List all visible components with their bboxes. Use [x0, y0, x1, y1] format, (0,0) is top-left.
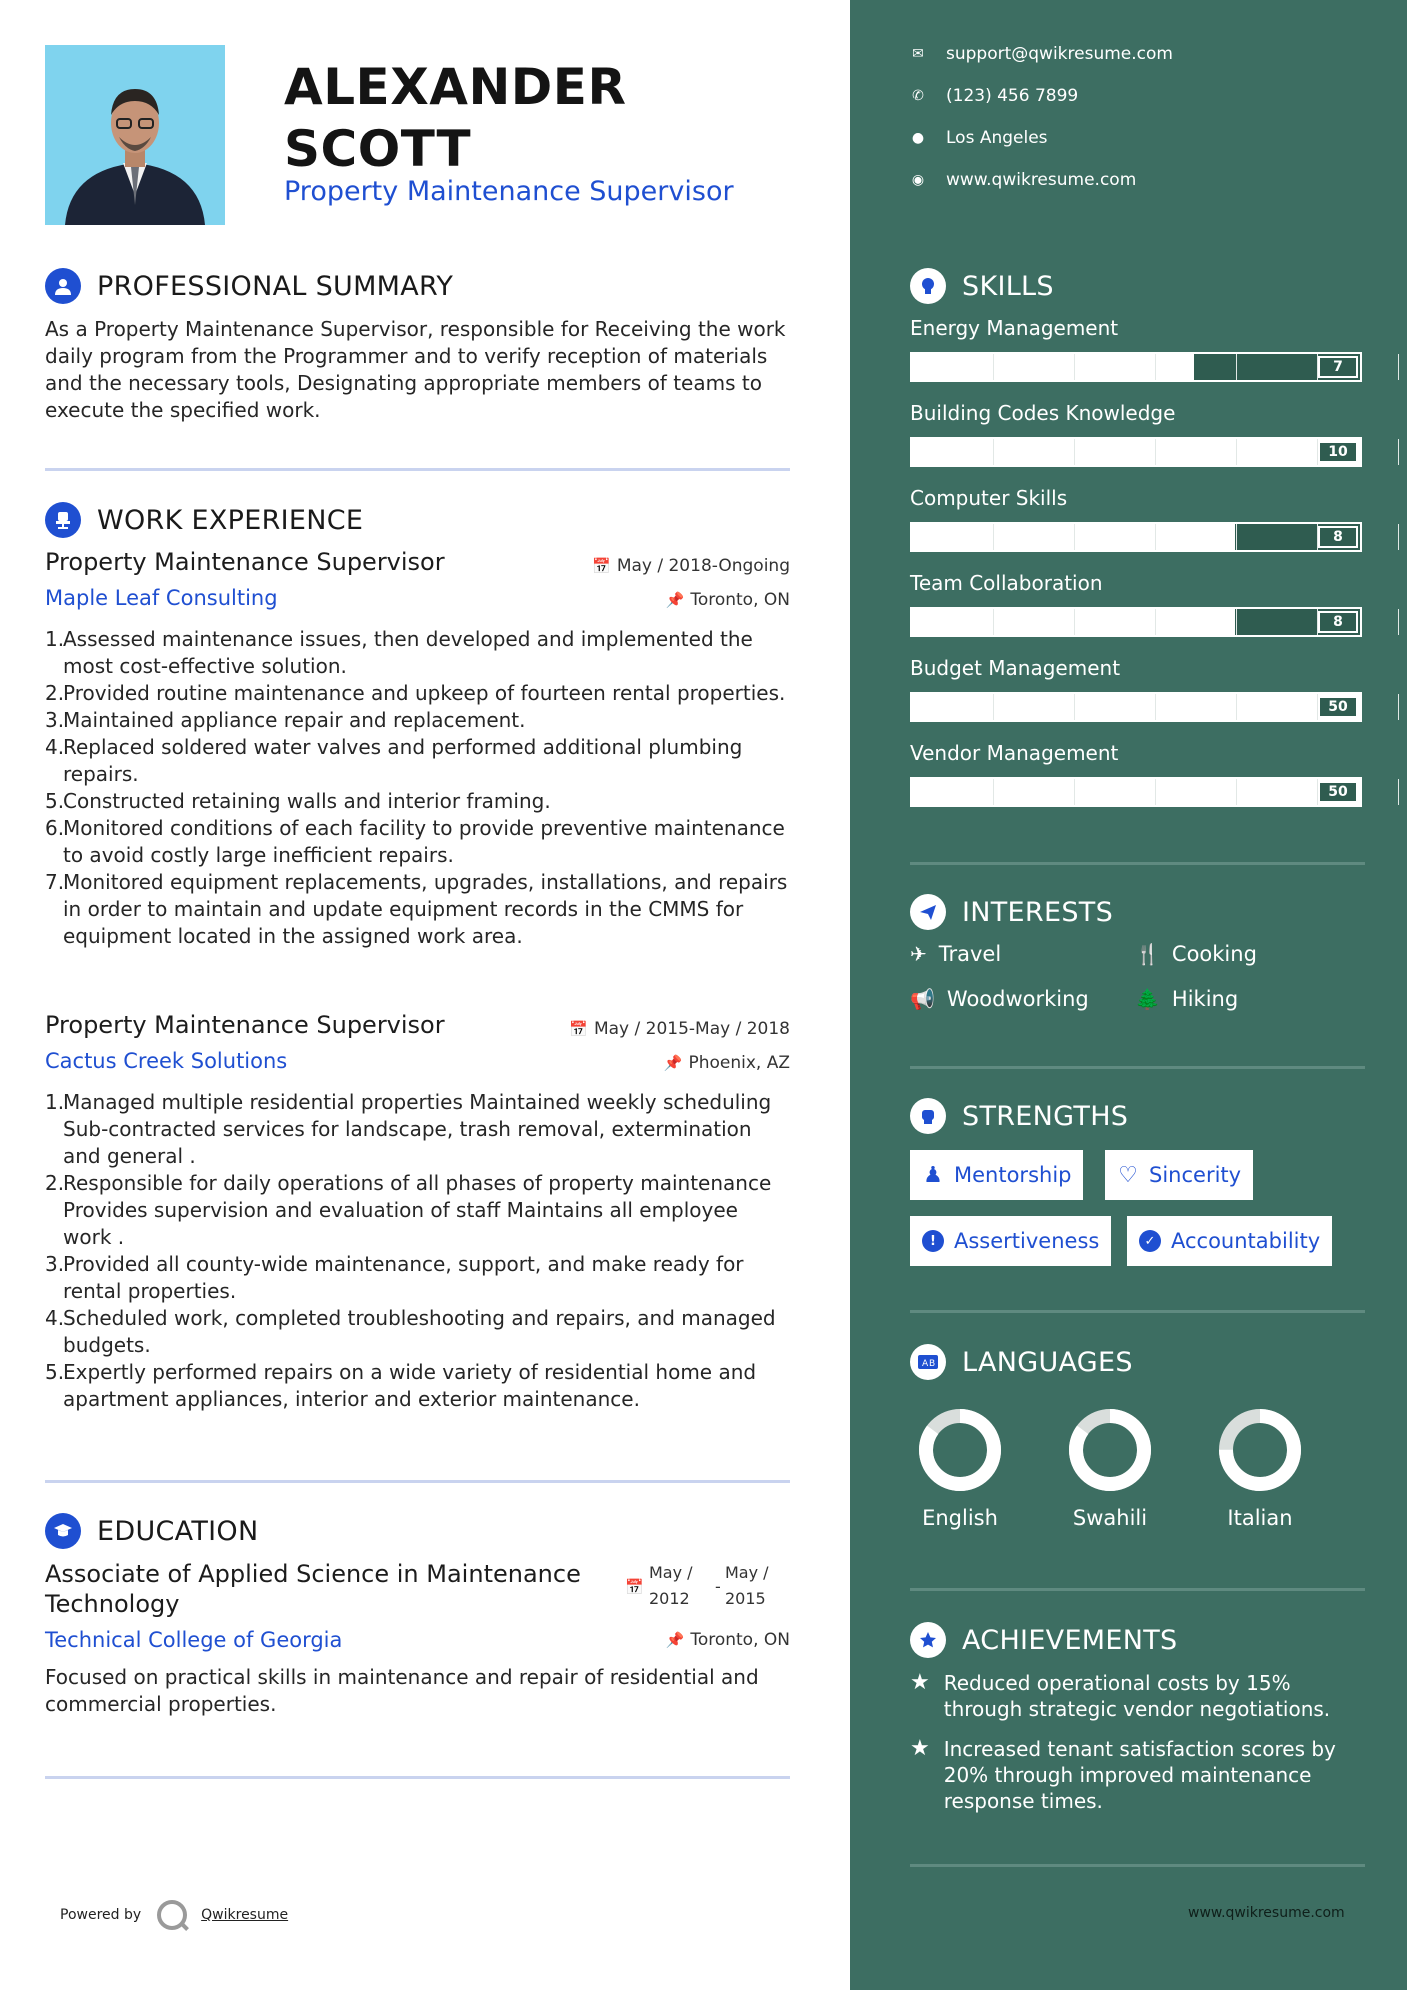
contact-email[interactable]: [910, 44, 1173, 64]
date-separator: -: [715, 1577, 721, 1596]
duty-item: Scheduled work, completed troubleshooting and repairs, and managed budgets.: [63, 1306, 776, 1357]
user-plus-icon: ♟: [923, 1162, 943, 1188]
profile-photo: [45, 45, 225, 225]
summary-text: As a Property Maintenance Supervisor, responsible for Receiving the work daily program from the Programmer and to verify reception of materials and the necessary tools, Designating appropriate members of teams to execute the specified work.: [45, 317, 786, 422]
job-date-text: May / 2018-Ongoing: [616, 556, 790, 576]
interest-cooking: [1135, 942, 1257, 966]
skill-bar-segment: [1236, 524, 1237, 550]
duty-list: [45, 626, 790, 950]
interest-woodworking: [910, 987, 1089, 1011]
heart-icon: ♡: [1118, 1162, 1138, 1188]
school-location-text: Toronto, ON: [690, 1630, 790, 1650]
summary-heading: [45, 268, 453, 304]
skill-label: Energy Management: [910, 316, 1119, 340]
school-name: Technical College of Georgia: [45, 1628, 343, 1652]
graduation-cap-icon: [45, 1513, 81, 1549]
name-line-1: ALEXANDER: [284, 58, 627, 116]
interests-title: INTERESTS: [962, 896, 1114, 928]
job-date: [569, 1019, 790, 1039]
calendar-icon: 📅: [592, 557, 611, 575]
skill-label: Computer Skills: [910, 486, 1068, 510]
pin-icon: 📌: [665, 1631, 685, 1649]
job-title: Property Maintenance Supervisor: [45, 1011, 445, 1039]
star-badge-icon: [910, 1622, 946, 1658]
qwikresume-logo-icon: [157, 1900, 187, 1930]
svg-text:A: A: [922, 1359, 929, 1369]
achievements-title: ACHIEVEMENTS: [962, 1624, 1178, 1656]
skill-bar-segment: [1155, 439, 1156, 465]
skill-value: 7: [1318, 356, 1358, 378]
company-name: Cactus Creek Solutions: [45, 1049, 288, 1073]
lightbulb-icon: [910, 268, 946, 304]
skill-bar-segment: [1074, 779, 1075, 805]
skill-label: Team Collaboration: [910, 571, 1103, 595]
skill-label: Building Codes Knowledge: [910, 401, 1176, 425]
skill-bar-segment: [993, 354, 994, 380]
tree-icon: 🌲: [1135, 987, 1160, 1011]
skill-bar-segment: [1236, 439, 1237, 465]
skill-bar-segment: [1236, 354, 1237, 380]
skill-bar-segment: [1236, 694, 1237, 720]
sidebar: [850, 0, 1407, 1990]
strength-label: Accountability: [1171, 1229, 1321, 1253]
strength-assertiveness: [910, 1216, 1111, 1266]
contact-website[interactable]: [910, 170, 1136, 190]
skills-heading: [910, 268, 1054, 304]
phone-icon: ✆: [912, 88, 924, 104]
duty-item: Responsible for daily operations of all phases of property maintenance Provides supervision and evaluation of staff Maintains all employee work .: [63, 1171, 772, 1249]
duty-item: Assessed maintenance issues, then developed and implemented the most cost-effective solution.: [63, 627, 753, 678]
skill-bar-segment: [1236, 779, 1237, 805]
strengths-heading: [910, 1098, 1128, 1134]
language-label: Italian: [1227, 1506, 1293, 1530]
strength-mentorship: [910, 1150, 1083, 1200]
exclamation-icon: !: [922, 1230, 944, 1252]
candidate-name: [284, 56, 626, 180]
language-label: English: [922, 1506, 998, 1530]
qwikresume-link[interactable]: Qwikresume: [201, 1907, 289, 1923]
language-donut: [918, 1408, 1002, 1492]
interest-label: Hiking: [1171, 987, 1239, 1011]
candidate-title: Property Maintenance Supervisor: [284, 176, 734, 207]
check-circle-icon: ✓: [1139, 1230, 1161, 1252]
job-location: [664, 1053, 790, 1073]
contact-website-text: www.qwikresume.com: [946, 170, 1137, 190]
duty-item: Provided all county-wide maintenance, support, and make ready for rental properties.: [63, 1252, 744, 1303]
achievement-text: Increased tenant satisfaction scores by 20% through improved maintenance response times.: [943, 1737, 1336, 1813]
skill-value: 8: [1318, 526, 1358, 548]
skill-bar: [910, 607, 1362, 637]
contact-email-text: support@qwikresume.com: [946, 44, 1173, 64]
achievement-text: Reduced operational costs by 15% through strategic vendor negotiations.: [943, 1671, 1331, 1721]
achievement-item: [910, 1736, 1370, 1814]
job-location-text: Toronto, ON: [690, 590, 790, 610]
skill-bar-fill: [912, 694, 1360, 720]
skill-bar-segment: [1155, 779, 1156, 805]
skill-bar: [910, 522, 1362, 552]
duty-item: Monitored equipment replacements, upgrades, installations, and repairs in order to maintain and update equipment records in the CMMS for equipment located in the assigned work area.: [63, 870, 788, 948]
section-divider: [45, 468, 790, 471]
skill-bar-segment: [1074, 694, 1075, 720]
skill-bar: [910, 777, 1362, 807]
powered-by: [60, 1900, 288, 1930]
duty-list: [45, 1089, 790, 1413]
chair-icon: [45, 502, 81, 538]
duty-item: Constructed retaining walls and interior framing.: [63, 789, 551, 813]
svg-text:B: B: [929, 1359, 936, 1369]
duty-item: Expertly performed repairs on a wide variety of residential home and apartment appliances, interior and exterior maintenance.: [63, 1360, 757, 1411]
skill-value: 50: [1318, 781, 1358, 803]
map-marker-icon: ●: [911, 130, 925, 146]
skill-label: Vendor Management: [910, 741, 1119, 765]
end-year: 2015: [725, 1589, 766, 1608]
summary-title: PROFESSIONAL SUMMARY: [97, 270, 454, 302]
skill-bar-segment: [1074, 354, 1075, 380]
translate-icon: [910, 1344, 946, 1380]
languages-heading: [910, 1344, 1133, 1380]
section-divider: [45, 1776, 790, 1779]
globe-icon: ◉: [911, 172, 925, 188]
pin-icon: 📌: [665, 591, 685, 609]
section-divider: [910, 1066, 1365, 1069]
skill-bar: [910, 437, 1362, 467]
skill-bar-segment: [1155, 524, 1156, 550]
language-donut: [1218, 1408, 1302, 1492]
skill-value: 10: [1318, 441, 1358, 463]
duty-item: Managed multiple residential properties Maintained weekly scheduling Sub-contracted services for landscape, trash removal, extermination and general .: [63, 1090, 772, 1168]
achievements-heading: [910, 1622, 1178, 1658]
pin-icon: 📌: [663, 1054, 683, 1072]
school-location: [666, 1630, 790, 1650]
skills-title: SKILLS: [962, 270, 1054, 302]
contact-location: [910, 128, 1048, 148]
job-date: [592, 556, 790, 576]
skill-bar-segment: [1074, 609, 1075, 635]
strength-accountability: [1127, 1216, 1332, 1266]
footer-website[interactable]: www.qwikresume.com: [1188, 1905, 1345, 1921]
interest-label: Cooking: [1171, 942, 1257, 966]
skill-bar-segment: [993, 694, 994, 720]
strength-label: Mentorship: [954, 1163, 1072, 1187]
section-divider: [45, 1480, 790, 1483]
start-month: May /: [649, 1563, 693, 1582]
powered-by-label: Powered by: [60, 1907, 142, 1923]
job-date-text: May / 2015-May / 2018: [593, 1019, 790, 1039]
interest-hiking: [1135, 987, 1238, 1011]
skill-bar-segment: [1398, 609, 1399, 635]
experience-title: WORK EXPERIENCE: [97, 504, 364, 536]
paper-plane-icon: [910, 894, 946, 930]
language-label: Swahili: [1072, 1506, 1148, 1530]
calendar-icon: 📅: [625, 1578, 644, 1596]
section-divider: [910, 1310, 1365, 1313]
fist-icon: [910, 1098, 946, 1134]
interest-label: Woodworking: [946, 987, 1089, 1011]
duty-item: Replaced soldered water valves and performed additional plumbing repairs.: [63, 735, 743, 786]
strength-label: Assertiveness: [954, 1229, 1100, 1253]
skill-bar-segment: [1074, 524, 1075, 550]
language-donut: [1068, 1408, 1152, 1492]
degree-title: [45, 1559, 581, 1619]
interests-heading: [910, 894, 1113, 930]
contact-location-text: Los Angeles: [946, 128, 1048, 148]
calendar-icon: 📅: [569, 1020, 588, 1038]
skill-bar: [910, 692, 1362, 722]
name-line-2: SCOTT: [284, 120, 472, 178]
contact-phone[interactable]: [910, 86, 1078, 106]
language-item: [1205, 1408, 1315, 1530]
skill-bar-segment: [993, 524, 994, 550]
star-icon: ★: [910, 1736, 930, 1761]
skill-bar-segment: [1074, 439, 1075, 465]
skill-bar-segment: [1155, 694, 1156, 720]
language-item: [905, 1408, 1015, 1530]
job-title: Property Maintenance Supervisor: [45, 548, 445, 576]
skill-bar-segment: [993, 779, 994, 805]
company-name: Maple Leaf Consulting: [45, 586, 278, 610]
contact-phone-text: (123) 456 7899: [946, 86, 1079, 106]
skill-bar-segment: [1398, 524, 1399, 550]
skill-bar-segment: [1398, 439, 1399, 465]
skill-bar: [910, 352, 1362, 382]
skill-bar-segment: [1155, 354, 1156, 380]
start-date: [649, 1560, 699, 1612]
star-icon: ★: [910, 1670, 930, 1695]
languages-title: LANGUAGES: [962, 1346, 1133, 1378]
experience-heading: [45, 502, 363, 538]
skill-bar-segment: [1398, 354, 1399, 380]
skill-bar-fill: [912, 439, 1360, 465]
plane-icon: ✈: [910, 942, 927, 966]
duty-item: Provided routine maintenance and upkeep of fourteen rental properties.: [63, 681, 786, 705]
skill-bar-fill: [912, 354, 1194, 380]
section-divider: [910, 862, 1365, 865]
interest-travel: [910, 942, 1001, 966]
envelope-icon: ✉: [912, 46, 924, 62]
section-divider: [910, 1864, 1365, 1867]
skill-bar-segment: [1398, 694, 1399, 720]
section-divider: [910, 1588, 1365, 1591]
language-item: [1055, 1408, 1165, 1530]
strength-sincerity: [1105, 1150, 1253, 1200]
skill-bar-segment: [1398, 779, 1399, 805]
skill-label: Budget Management: [910, 656, 1121, 680]
degree-line-2: Technology: [45, 1590, 180, 1618]
degree-line-1: Associate of Applied Science in Maintenance: [45, 1560, 581, 1588]
strength-label: Sincerity: [1149, 1163, 1242, 1187]
user-icon: [45, 268, 81, 304]
skill-bar-segment: [993, 609, 994, 635]
bullhorn-icon: 📢: [910, 987, 935, 1011]
skill-value: 8: [1318, 611, 1358, 633]
duty-item: Monitored conditions of each facility to provide preventive maintenance to avoid costly large inefficient repairs.: [63, 816, 785, 867]
skill-bar-fill: [912, 779, 1360, 805]
skill-bar-segment: [993, 439, 994, 465]
skill-bar-segment: [1236, 609, 1237, 635]
strengths-title: STRENGTHS: [962, 1100, 1129, 1132]
education-heading: [45, 1513, 258, 1549]
end-date: [725, 1560, 785, 1612]
utensils-icon: 🍴: [1135, 942, 1160, 966]
job-location: [666, 590, 790, 610]
duty-item: Maintained appliance repair and replacement.: [63, 708, 526, 732]
end-month: May /: [725, 1563, 769, 1582]
education-title: EDUCATION: [97, 1515, 259, 1547]
skill-bar-segment: [1155, 609, 1156, 635]
achievement-item: [910, 1670, 1370, 1722]
education-description: Focused on practical skills in maintenance and repair of residential and commercial properties.: [45, 1665, 759, 1716]
job-location-text: Phoenix, AZ: [688, 1053, 790, 1073]
start-year: 2012: [649, 1589, 690, 1608]
skill-value: 50: [1318, 696, 1358, 718]
interest-label: Travel: [938, 942, 1002, 966]
